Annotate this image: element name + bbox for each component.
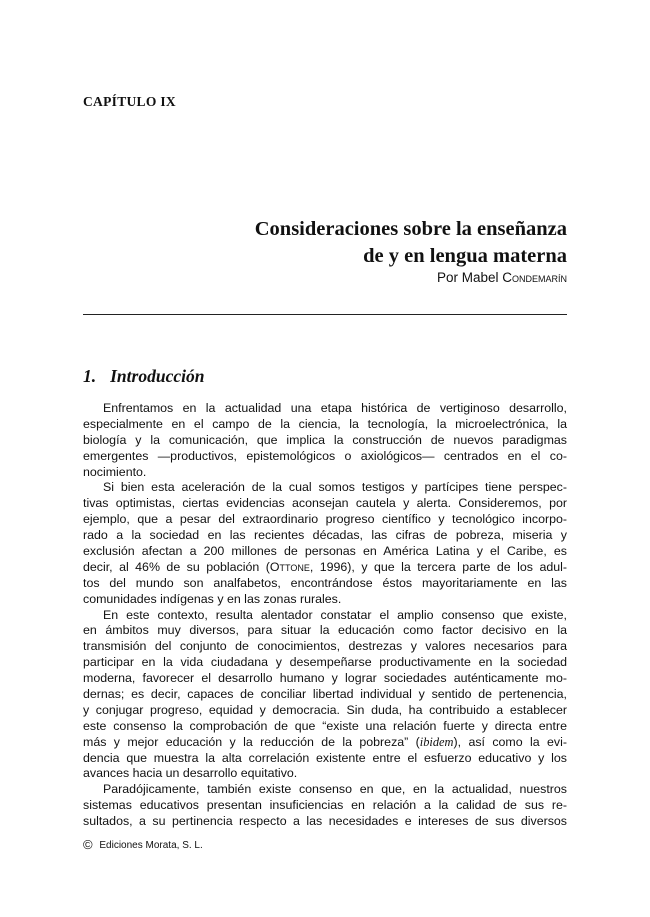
- author-byline: [437, 270, 567, 285]
- paragraph: [83, 401, 567, 480]
- text-run: más y mejor educación y la reducción de la pobreza” (: [83, 734, 420, 749]
- chapter-title-line-1: Consideraciones sobre la enseñanza: [254, 218, 567, 240]
- text-line: rado a la sociedad en las recientes décadas, las cifras de pobreza, miseria y: [83, 528, 567, 543]
- copyright-icon: ©: [83, 837, 93, 852]
- text-line: nocimiento.: [83, 464, 147, 479]
- text-run: , 1996), y que la tercera parte de los adul-: [309, 559, 567, 574]
- paragraph: [83, 608, 567, 783]
- text-line: especialmente en el campo de la ciencia, la tecnología, la microelectrónica, la: [83, 416, 567, 431]
- text-line: moderna, favorecer el desarrollo humano y lograr sociedades auténticamente mo-: [83, 671, 567, 686]
- section-number: 1.: [83, 366, 97, 386]
- text-line: avances hacia un desarrollo equitativo.: [83, 766, 298, 781]
- text-line: tivas optimistas, ciertas evidencias aconsejan cautela y alerta. Consideremos, por: [83, 496, 567, 511]
- text-line: transmisión del conjunto de conocimientos, destrezas y valores necesarios para: [83, 639, 567, 654]
- text-line: [83, 560, 567, 576]
- text-line: Enfrentamos en la actualidad una etapa histórica de vertiginoso desarrollo,: [103, 401, 567, 415]
- text-run: ), así como la evi-: [453, 734, 567, 749]
- text-line: y conjugar progreso, equidad y democracia. Sin duda, ha contribuido a establecer: [83, 702, 567, 717]
- text-run: decir, al 46% de su población (: [83, 559, 270, 574]
- chapter-title-line-2: de y en lengua materna: [363, 245, 567, 267]
- section-title: Introducción: [110, 366, 205, 386]
- text-line: comunidades indígenas y en las zonas rurales.: [83, 591, 342, 606]
- author-prefix: Por Mabel: [436, 270, 499, 285]
- text-line: ejemplo, que a pesar del extraordinario progreso científico y tecnológico incorpo-: [83, 512, 567, 527]
- citation-ibidem: ibidem: [419, 734, 454, 749]
- chapter-label: CAPÍTULO IX: [83, 94, 176, 109]
- text-line: [83, 735, 567, 751]
- text-line: sultados, a su pertinencia respecto a las necesidades e intereses de sus diversos: [83, 814, 567, 829]
- section-heading: [83, 366, 204, 387]
- text-line: biología y la comunicación, que implica la construcción de nuevos paradigmas: [83, 432, 567, 447]
- text-line: sistemas educativos presentan insuficiencias en relación a la calidad de sus re-: [83, 798, 567, 813]
- text-line: Si bien esta aceleración de la cual somos testigos y partícipes tiene perspec-: [103, 480, 567, 495]
- citation-author: Ottone: [269, 559, 310, 574]
- text-line: emergentes —productivos, epistemológicos o axiológicos— centrados en el co-: [83, 448, 567, 463]
- text-line: tos del mundo son analfabetos, encontrándose éstos mayoritariamente en las: [83, 575, 567, 590]
- paragraph: [83, 782, 567, 830]
- footer: [83, 837, 203, 852]
- text-line: este consenso la comprobación de que “existe una relación fuerte y directa entre: [83, 718, 567, 733]
- title-divider: [83, 314, 567, 315]
- text-line: dernas; es decir, capaces de conciliar libertad individual y sentido de pertenencia,: [83, 687, 567, 702]
- text-line: exclusión afectan a 200 millones de personas en América Latina y el Caribe, es: [83, 544, 567, 559]
- text-line: dencia que muestra la alta correlación existente entre el esfuerzo educativo y los: [83, 750, 567, 765]
- text-line: En este contexto, resulta alentador constatar el amplio consenso que existe,: [103, 607, 567, 622]
- chapter-title: [107, 216, 567, 270]
- paragraph: [83, 480, 567, 607]
- text-line: participar en la vida ciudadana y desempeñarse productivamente en la sociedad: [83, 655, 567, 670]
- text-line: en ámbitos muy diversos, para situar la educación como factor decisivo en la: [83, 623, 567, 638]
- author-surname: Condemarín: [502, 270, 567, 285]
- footer-publisher: Ediciones Morata, S. L.: [99, 840, 203, 851]
- body-text: [83, 401, 567, 830]
- text-line: Paradójicamente, también existe consenso en que, en la actualidad, nuestros: [103, 782, 567, 797]
